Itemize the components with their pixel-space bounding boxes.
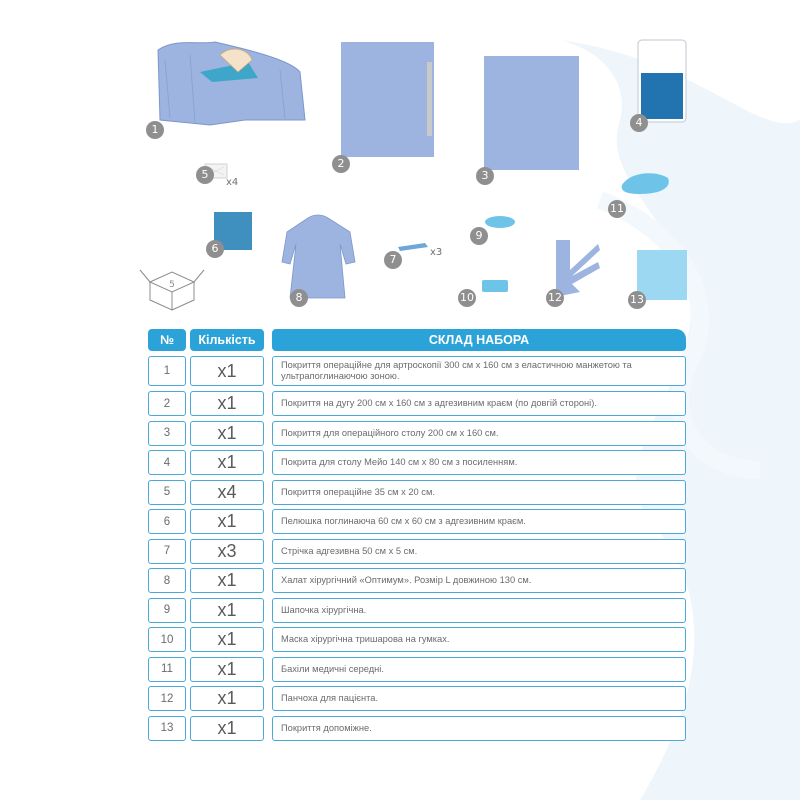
row-description: Пелюшка поглинаюча 60 см x 60 см з адгезивним краєм. [272, 509, 686, 534]
row-description: Стрічка адгезивна 50 см x 5 см. [272, 539, 686, 564]
item-3-table-cover-illustration [484, 56, 579, 170]
table-row [148, 480, 686, 505]
table-row [148, 627, 686, 652]
row-quantity: x1 [190, 716, 264, 741]
table-row [148, 450, 686, 475]
table-row [148, 356, 686, 386]
header-number: № [148, 329, 186, 351]
row-quantity: x1 [190, 509, 264, 534]
item-11-shoe-cover-illustration [622, 173, 669, 194]
table-row [148, 509, 686, 534]
box-icon [140, 270, 204, 310]
row-number: 8 [148, 568, 186, 593]
table-row [148, 716, 686, 741]
row-number: 11 [148, 657, 186, 682]
row-description: Покриття операційне для артроскопії 300 см x 160 см з еластичною манжетою та ультрапоглинаючою зоною. [272, 356, 686, 386]
kit-composition-table [148, 329, 686, 745]
row-quantity: x1 [190, 686, 264, 711]
row-description: Покрита для столу Мейо 140 см x 80 см з посиленням. [272, 450, 686, 475]
item-8-gown-illustration [282, 215, 355, 298]
row-quantity: x4 [190, 480, 264, 505]
row-quantity: x1 [190, 627, 264, 652]
item-7-tape-illustration [398, 243, 428, 251]
header-quantity: Кількість [190, 329, 264, 351]
item-13-aux-cover-illustration [637, 250, 687, 300]
row-description: Покриття для операційного столу 200 см x 160 см. [272, 421, 686, 446]
item-badge-1: 1 [146, 121, 164, 139]
row-quantity: x1 [190, 421, 264, 446]
item-badge-13: 13 [628, 291, 646, 309]
row-description: Халат хірургічний «Оптимум». Розмір L довжиною 130 см. [272, 568, 686, 593]
row-quantity: x1 [190, 657, 264, 682]
row-number: 1 [148, 356, 186, 386]
row-description: Шапочка хірургічна. [272, 598, 686, 623]
item-badge-11: 11 [608, 200, 626, 218]
table-row [148, 568, 686, 593]
row-description: Покриття операційне 35 см x 20 см. [272, 480, 686, 505]
row-description: Покриття допоміжне. [272, 716, 686, 741]
row-description: Бахіли медичні середні. [272, 657, 686, 682]
item-5-qty: x4 [226, 177, 239, 188]
row-quantity: x1 [190, 568, 264, 593]
row-number: 13 [148, 716, 186, 741]
row-number: 5 [148, 480, 186, 505]
row-quantity: x1 [190, 450, 264, 475]
row-description: Панчоха для пацієнта. [272, 686, 686, 711]
item-2-arch-cover-illustration [341, 42, 434, 157]
item-badge-3: 3 [476, 167, 494, 185]
row-number: 6 [148, 509, 186, 534]
row-number: 4 [148, 450, 186, 475]
item-badge-7: 7 [384, 251, 402, 269]
item-badge-6: 6 [206, 240, 224, 258]
table-row [148, 598, 686, 623]
item-badge-4: 4 [630, 114, 648, 132]
table-header [148, 329, 686, 351]
row-quantity: x3 [190, 539, 264, 564]
item-badge-2: 2 [332, 155, 350, 173]
row-number: 9 [148, 598, 186, 623]
row-quantity: x1 [190, 356, 264, 386]
row-number: 10 [148, 627, 186, 652]
table-row [148, 686, 686, 711]
item-12-stocking-illustration [556, 240, 600, 296]
item-badge-12: 12 [546, 289, 564, 307]
row-description: Маска хірургічна тришарова на гумках. [272, 627, 686, 652]
row-number: 2 [148, 391, 186, 416]
row-quantity: x1 [190, 391, 264, 416]
header-description: СКЛАД НАБОРА [272, 329, 686, 351]
table-row [148, 657, 686, 682]
table-row [148, 421, 686, 446]
item-badge-5: 5 [196, 166, 214, 184]
row-number: 7 [148, 539, 186, 564]
row-description: Покриття на дугу 200 см x 160 см з адгезивним краєм (по довгій стороні). [272, 391, 686, 416]
item-badge-9: 9 [470, 227, 488, 245]
table-row [148, 391, 686, 416]
kit-illustrations [0, 0, 800, 320]
item-7-qty: x3 [430, 247, 443, 258]
item-4-mayo-cover-illustration [638, 40, 686, 122]
row-quantity: x1 [190, 598, 264, 623]
box-label: 5 [169, 280, 175, 290]
table-row [148, 539, 686, 564]
item-10-mask-illustration [482, 280, 508, 292]
item-badge-10: 10 [458, 289, 476, 307]
row-number: 3 [148, 421, 186, 446]
item-9-cap-illustration [485, 216, 515, 228]
item-1-drape-illustration [158, 42, 305, 125]
item-badge-8: 8 [290, 289, 308, 307]
row-number: 12 [148, 686, 186, 711]
